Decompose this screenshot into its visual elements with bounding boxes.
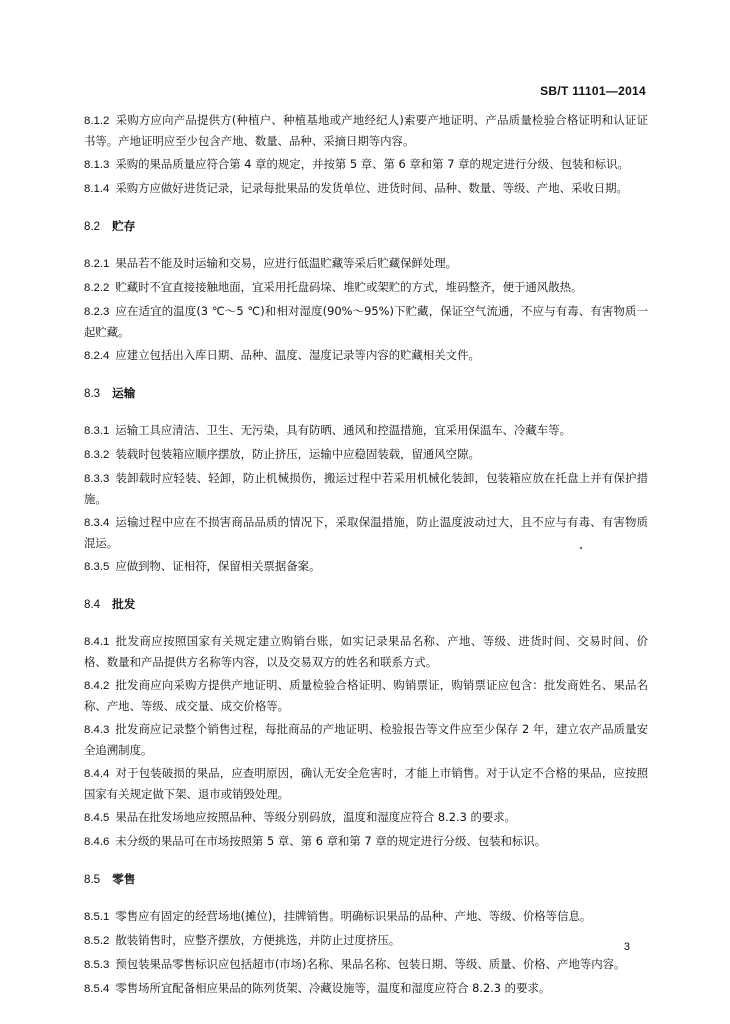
clause-number: 8.4.1 [84,636,110,648]
clause-text: 采购方应做好进货记录，记录每批果品的发货单位、进货时间、品种、数量、等级、产地、采收日期。 [115,181,628,195]
clause-number: 8.2.2 [84,282,110,294]
clause-paragraph [84,420,648,441]
clause-paragraph [84,301,648,342]
clause-number: 8.4.2 [84,680,110,692]
clause-number: 8.3.4 [84,517,110,529]
clause-number: 8.2.4 [84,350,110,362]
section-heading [84,594,648,615]
clause-text: 批发商应向采购方提供产地证明、质量检验合格证明、购销票证，购销票证应包含：批发商姓名、果品名称、产地、等级、成交量、成交价格等。 [84,678,648,713]
clause-text: 运输工具应清洁、卫生、无污染，具有防晒、通风和控温措施，宜采用保温车、冷藏车等。 [115,423,571,437]
clause-paragraph [84,906,648,927]
clause-number: 8.4.4 [84,768,110,780]
section-number: 8.3 [84,387,101,400]
clause-text: 运输过程中应在不损害商品品质的情况下，采取保温措施，防止温度波动过大，且不应与有毒、有害物质混运。 [84,515,648,550]
clause-number: 8.5.4 [84,983,110,995]
clause-text: 采购方应向产品提供方(种植户、种植基地或产地经纪人)索要产地证明、产品质量检验合格证明和认证证书等。产地证明应至少包含产地、数量、品种、采摘日期等内容。 [84,113,648,148]
clause-text: 对于包装破损的果品，应查明原因，确认无安全危害时，才能上市销售。对于认定不合格的果品，应按照国家有关规定做下架、退市或销毁处理。 [84,766,648,801]
clause-paragraph [84,253,648,274]
clause-paragraph [84,468,648,509]
clause-paragraph [84,444,648,465]
clause-paragraph [84,110,648,151]
clause-number: 8.5.1 [84,911,110,923]
clause-text: 应做到物、证相符，保留相关票据备案。 [115,559,321,573]
clause-paragraph [84,807,648,828]
clause-text: 应建立包括出入库日期、品种、温度、湿度记录等内容的贮藏相关文件。 [115,348,480,362]
clause-number: 8.3.2 [84,449,110,461]
document-body [84,110,648,1002]
clause-paragraph [84,178,648,199]
clause-text: 散装销售时，应整齐摆放，方便挑选，并防止过度挤压。 [115,933,401,947]
clause-text: 采购的果品质量应符合第 4 章的规定，并按第 5 章、第 6 章和第 7 章的规定进行分级、包装和标识。 [115,157,629,171]
page-number: 3 [623,941,630,953]
clause-text: 果品若不能及时运输和交易，应进行低温贮藏等采后贮藏保鲜处理。 [115,256,458,270]
clause-number: 8.4.5 [84,812,110,824]
clause-number: 8.5.2 [84,935,110,947]
clause-text: 果品在批发场地应按照品种、等级分别码放，温度和湿度应符合 8.2.3 的要求。 [115,810,517,824]
clause-number: 8.3.5 [84,561,110,573]
clause-number: 8.5.3 [84,959,110,971]
section-title: 贮存 [112,219,136,233]
clause-paragraph [84,277,648,298]
clause-text: 装载时包装箱应顺序摆放，防止挤压，运输中应稳固装载，留通风空隙。 [115,447,480,461]
clause-text: 未分级的果品可在市场按照第 5 章、第 6 章和第 7 章的规定进行分级、包装和标识。 [115,834,547,848]
clause-number: 8.1.4 [84,183,110,195]
clause-text: 零售场所宜配备相应果品的陈列货架、冷藏设施等，温度和湿度应符合 8.2.3 的要求。 [115,981,551,995]
clause-number: 8.1.2 [84,115,110,127]
clause-paragraph [84,978,648,999]
section-number: 8.5 [84,873,101,886]
clause-paragraph [84,512,648,553]
clause-paragraph [84,675,648,716]
clause-text: 贮藏时不宜直接接触地面，宜采用托盘码垛、堆贮或架贮的方式，堆码整齐，便于通风散热。 [115,280,583,294]
clause-number: 8.4.6 [84,836,110,848]
section-title: 批发 [112,597,136,611]
clause-number: 8.3.3 [84,473,110,485]
clause-paragraph [84,930,648,951]
clause-text: 批发商应按照国家有关规定建立购销台账，如实记录果品名称、产地、等级、进货时间、交易时间、价格、数量和产品提供方名称等内容，以及交易双方的姓名和联系方式。 [84,634,648,669]
clause-text: 应在适宜的温度(3 ℃～5 ℃)和相对湿度(90%～95%)下贮藏，保证空气流通，不应与有毒、有害物质一起贮藏。 [84,304,648,339]
clause-text: 批发商应记录整个销售过程，每批商品的产地证明、检验报告等文件应至少保存 2 年，建立农产品质量安全追溯制度。 [84,722,648,757]
clause-paragraph [84,954,648,975]
standard-code: SB/T 11101—2014 [540,84,646,98]
clause-text: 预包装果品零售标识应包括超市(市场)名称、果品名称、包装日期、等级、质量、价格、产地等内容。 [115,957,626,971]
clause-number: 8.2.3 [84,306,110,318]
clause-paragraph [84,831,648,852]
clause-number: 8.3.1 [84,425,110,437]
clause-paragraph [84,345,648,366]
clause-paragraph [84,719,648,760]
clause-paragraph [84,631,648,672]
section-number: 8.4 [84,598,101,611]
section-title: 运输 [112,386,136,400]
clause-text: 装卸载时应轻装、轻卸，防止机械损伤，搬运过程中若采用机械化装卸，包装箱应放在托盘上并有保护措施。 [84,471,648,506]
clause-paragraph [84,154,648,175]
clause-number: 8.2.1 [84,258,110,270]
clause-paragraph [84,763,648,804]
clause-paragraph [84,556,648,577]
clause-number: 8.1.3 [84,159,110,171]
clause-number: 8.4.3 [84,724,110,736]
scan-speck [580,547,582,549]
clause-text: 零售应有固定的经营场地(摊位)，挂牌销售。明确标识果品的品种、产地、等级、价格等信息。 [115,909,592,923]
section-heading [84,383,648,404]
section-heading [84,869,648,890]
section-title: 零售 [112,872,136,886]
section-heading [84,216,648,237]
section-number: 8.2 [84,220,101,233]
